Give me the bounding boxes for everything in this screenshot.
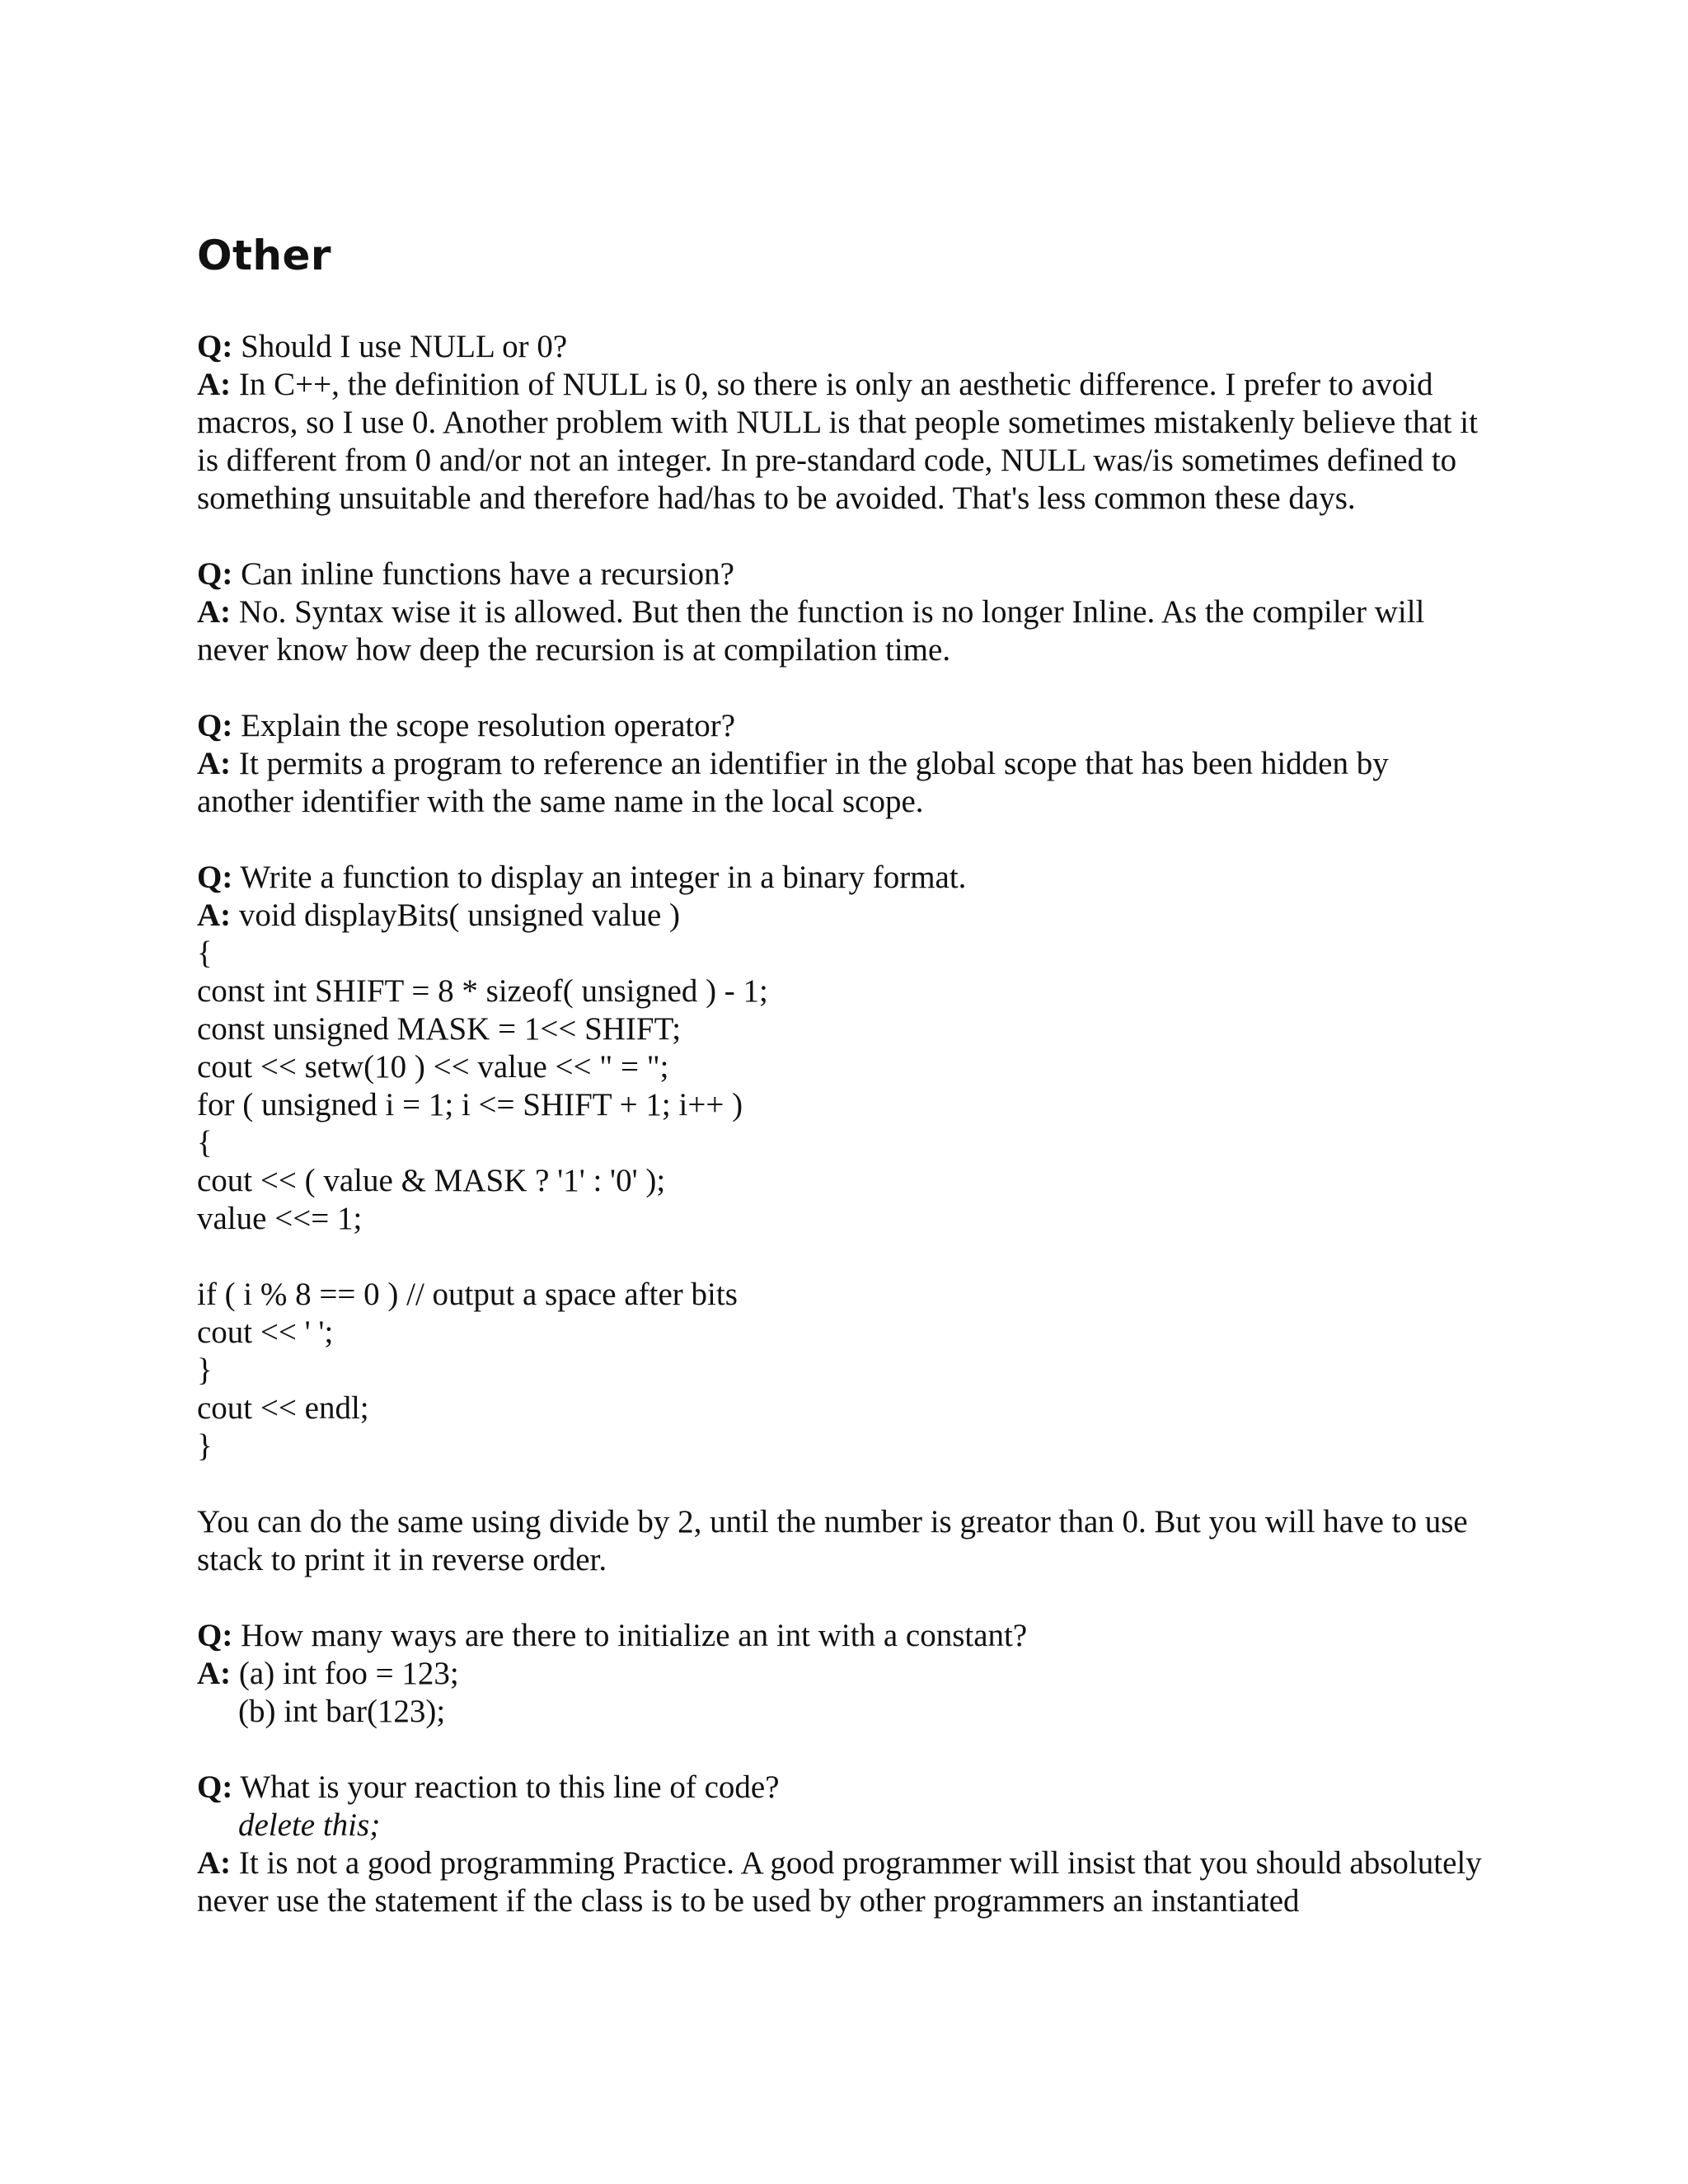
answer-label: A: xyxy=(197,746,232,781)
document-content xyxy=(197,231,1483,1958)
code-line: const int SHIFT = 8 * sizeof( unsigned ) - 1; xyxy=(197,973,768,1009)
answer-label: A: xyxy=(197,898,232,933)
code-line: cout << endl; xyxy=(197,1390,369,1426)
answer-label: A: xyxy=(197,1656,232,1691)
answer-paragraph xyxy=(197,1844,1483,1920)
question-line xyxy=(197,1617,1483,1655)
answer-text: It permits a program to reference an identifier in the global scope that has been hidden by another identifier with the same name in the local scope. xyxy=(197,746,1389,819)
answer-line xyxy=(197,1655,1483,1693)
code-line xyxy=(197,1238,1483,1276)
note-paragraph xyxy=(197,1503,1483,1579)
code-line: cout << ' '; xyxy=(197,1315,334,1350)
question-text: How many ways are there to initialize an int with a constant? xyxy=(241,1618,1028,1653)
question-line xyxy=(197,859,1483,897)
code-line: cout << setw(10 ) << value << " = "; xyxy=(197,1049,669,1085)
answer-text: It is not a good programming Practice. A good programmer will insist that you should absolutely never use the statement if the class is to be used by other programmers an instantiated xyxy=(197,1845,1482,1919)
question-text: Can inline functions have a recursion? xyxy=(241,556,734,592)
question-label: Q: xyxy=(197,329,233,364)
answer-paragraph xyxy=(197,593,1483,669)
note-text: You can do the same using divide by 2, until the number is greator than 0. But you will have to use stack to print it in reverse order. xyxy=(197,1504,1468,1577)
question-label: Q: xyxy=(197,708,233,743)
qa-block-inline-recursion xyxy=(197,555,1483,669)
answer-option-a: (a) int foo = 123; xyxy=(238,1656,459,1691)
question-text: Write a function to display an integer in a binary format. xyxy=(240,860,967,895)
code-snippet: delete this; xyxy=(238,1807,381,1843)
qa-block-binary-format xyxy=(197,859,1483,1465)
code-line: } xyxy=(197,1428,213,1464)
answer-label: A: xyxy=(197,1845,232,1881)
qa-block-delete-this xyxy=(197,1769,1483,1920)
question-line xyxy=(197,328,1483,366)
answer-label: A: xyxy=(197,594,232,630)
answer-label: A: xyxy=(197,367,232,402)
code-line: value <<= 1; xyxy=(197,1201,363,1236)
answer-paragraph xyxy=(197,366,1483,518)
code-line: } xyxy=(197,1352,213,1388)
code-line: const unsigned MASK = 1<< SHIFT; xyxy=(197,1011,682,1047)
question-label: Q: xyxy=(197,1769,233,1805)
code-line: { xyxy=(197,1125,213,1160)
code-line: for ( unsigned i = 1; i <= SHIFT + 1; i++ ) xyxy=(197,1087,743,1122)
code-line: cout << ( value & MASK ? '1' : '0' ); xyxy=(197,1163,666,1198)
question-text: Should I use NULL or 0? xyxy=(241,329,568,364)
answer-option-b: (b) int bar(123); xyxy=(238,1694,446,1729)
code-block xyxy=(197,935,1483,1465)
question-line xyxy=(197,555,1483,593)
answer-first-line xyxy=(197,897,1483,935)
code-line: if ( i % 8 == 0 ) // output a space after bits xyxy=(197,1277,738,1312)
answer-code-signature: void displayBits( unsigned value ) xyxy=(238,898,681,933)
answer-paragraph xyxy=(197,745,1483,821)
answer-text: No. Syntax wise it is allowed. But then the function is no longer Inline. As the compiler will never know how deep the recursion is at compilation time. xyxy=(197,594,1425,668)
question-line xyxy=(197,707,1483,745)
question-text: Explain the scope resolution operator? xyxy=(241,708,736,743)
code-line: { xyxy=(197,935,213,971)
question-line xyxy=(197,1769,1483,1807)
answer-text: In C++, the definition of NULL is 0, so there is only an aesthetic difference. I prefer to avoid macros, so I use 0. Another problem with NULL is that people sometimes mistakenly believe that it is different from 0 and/or not an integer. In pre-standard code, NULL was/is sometimes defined to something unsuitable and therefore had/has to be avoided. That's less common these days. xyxy=(197,367,1478,516)
question-label: Q: xyxy=(197,556,233,592)
question-label: Q: xyxy=(197,1618,233,1653)
question-text: What is your reaction to this line of code? xyxy=(240,1769,780,1805)
section-heading: Other xyxy=(197,232,332,279)
qa-block-null-or-zero xyxy=(197,328,1483,518)
question-label: Q: xyxy=(197,860,233,895)
qa-block-scope-resolution xyxy=(197,707,1483,821)
qa-block-init-int xyxy=(197,1617,1483,1731)
